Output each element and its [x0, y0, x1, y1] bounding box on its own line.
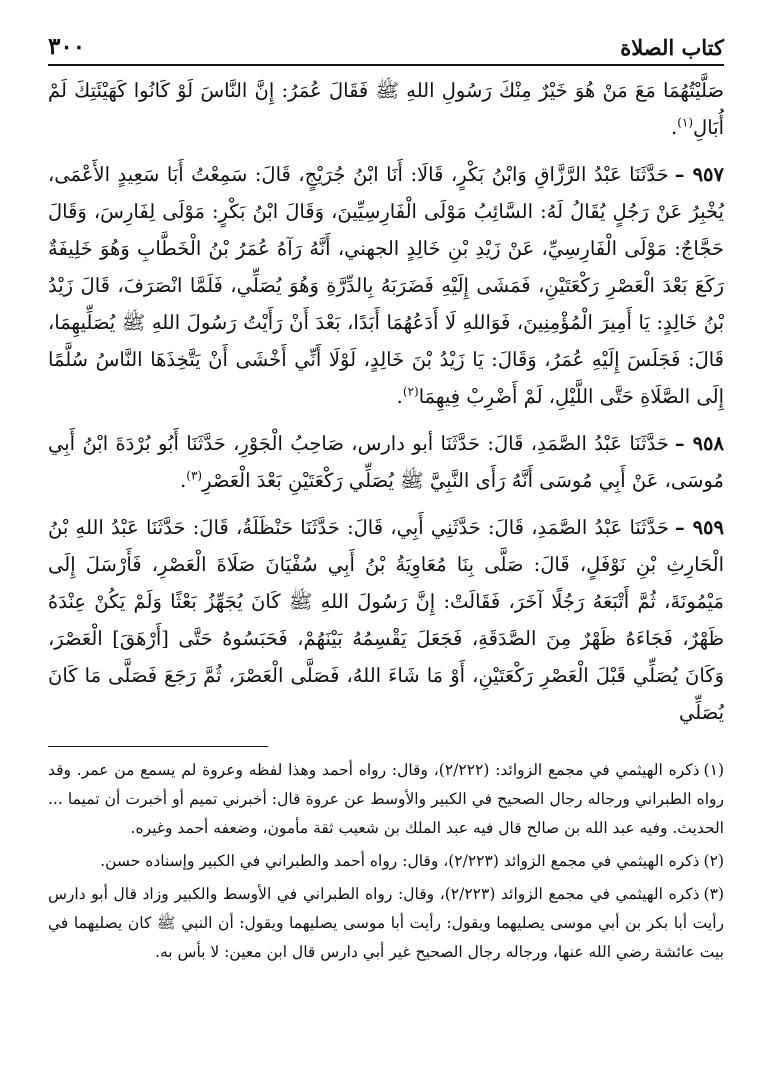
intro-text: صَلَّيْتُهُمَا مَعَ مَنْ هُوَ خَيْرٌ مِنْكَ رَسُولِ اللهِ ﷺ فَقَالَ عُمَرُ: إِنَّ النَّاسَ لَوْ كَانُوا كَهَيْئَتِكَ لَمْ أُبَالِ — [48, 79, 724, 139]
chapter-title: كتاب الصلاة — [620, 35, 724, 60]
main-text — [48, 72, 724, 741]
footnote — [48, 756, 724, 843]
hadith-number: ٩٥٨ – — [674, 432, 724, 455]
hadith-paragraph — [48, 509, 724, 731]
header-divider — [48, 64, 724, 66]
hadith-text: حَدَّثَنَا عَبْدُ الصَّمَدِ، قَالَ: حَدَّثَنَا أبو دارس، صَاحِبُ الْجَوْرِ، حَدَّثَنَا أَبُو بُرْدَةَ ابْنُ أَبِي مُوسَى، عَنْ أَبِي مُوسَى أَنَّهُ رَأَى النَّبِيَّ ﷺ يُصَلِّي رَكْعَتَيْنِ بَعْدَ الْعَصْرِ — [48, 432, 724, 492]
intro-paragraph: صَلَّيْتُهُمَا مَعَ مَنْ هُوَ خَيْرٌ مِنْكَ رَسُولِ اللهِ ﷺ فَقَالَ عُمَرُ: إِنَّ النَّاسَ لَوْ كَانُوا كَهَيْئَتِكَ لَمْ أُبَالِ$^{(١)}$. — [48, 79, 724, 139]
book-page — [48, 24, 724, 1074]
footnote-text: ذكره الهيثمي في مجمع الزوائد (٢/٢٢٣)، وقال: رواه الطبراني في الأوسط والكبير وزاد قال أبو دارس رأيت أبا بكر بن أبي موسى يصليهما ويقول: رأيت أبا موسى يصليهما ويقول: أن النبي ﷺ كان يصليهما في بيت عائشة رضي الله عنها، ورجاله رجال الصحيح غير أبي دارس قال ابن معين: لا بأس به. — [48, 885, 724, 961]
footnote-text: ذكره الهيثمي في مجمع الزوائد (٢/٢٢٣)، وقال: رواه أحمد والطبراني في الكبير وإسناده حسن. — [100, 852, 700, 870]
footnote — [48, 880, 724, 967]
footnote-ref: (١) — [677, 115, 694, 130]
footnote-divider — [48, 746, 268, 747]
hadith-text: حَدَّثَنَا عَبْدُ الصَّمَدِ، قَالَ: حَدَّثَنِي أَبِي، قَالَ: حَدَّثَنَا حَنْظَلَةُ، قَالَ: حَدَّثَنَا عَبْدُ اللهِ بْنُ الْحَارِثِ بْنِ نَوْفَلٍ، قَالَ: صَلَّى بِنَا مُعَاوِيَةُ بْنُ أَبِي سُفْيَانَ صَلَاةَ الْعَصْرِ، فَأَرْسَلَ إِلَى مَيْمُونَةَ، ثُمَّ أَتْبَعَهُ رَجُلًا آخَرَ، فَقَالَتْ: إِنَّ رَسُولَ اللهِ ﷺ كَانَ يُجَهِّزُ بَعْثًا وَلَمْ يَكُنْ عِنْدَهُ ظَهْرٌ، فَجَاءَهُ ظَهْرٌ مِنَ الصَّدَقَةِ، فَجَعَلَ يَقْسِمُهُ بَيْنَهُمْ، فَحَبَسُوهُ حَتَّى [أَرْهَقَ] الْعَصْرَ، وَكَانَ يُصَلِّي قَبْلَ الْعَصْرِ رَكْعَتَيْنِ، أَوْ مَا شَاءَ اللهُ، فَصَلَّى الْعَصْرَ، ثُمَّ رَجَعَ فَصَلَّى مَا كَانَ يُصَلِّي — [48, 516, 724, 724]
page-header — [48, 30, 724, 60]
hadith-paragraph: ٩٥٧ –حَدَّثَنَا عَبْدُ الرَّزَّاقِ وَابْنُ بَكْرٍ، قَالَا: أَنَا ابْنُ جُرَيْجٍ، قَالَ: سَمِعْتُ أَبَا سَعِيدٍ الأَعْمَى، يُخْبِرُ عَنْ رَجُلٍ يُقَالُ لَهُ: السَّائِبُ مَوْلَى الْفَارِسِيِّينَ، وَقَالَ ابْنُ بَكْرٍ: مَوْلَى لِفَارِسَ، وَقَالَ حَجَّاجٌ: مَوْلَى الْفَارِسِيِّ، عَنْ زَيْدِ بْنِ خَالِدٍ الجهني، أَنَّهُ رَآهُ عُمَرُ بْنُ الْخَطَّابِ وَهُوَ خَلِيفَةٌ رَكَعَ بَعْدَ الْعَصْرِ رَكْعَتَيْنِ، فَمَشَى إِلَيْهِ فَضَرَبَهُ بِالدِّرَّةِ وَهُوَ يُصَلِّي، فَلَمَّا انْصَرَفَ، قَالَ زَيْدُ بْنُ خَالِدٍ: يَا أَمِيرَ الْمُؤْمِنِينَ، فَوَاللهِ لَا أَدَعُهُمَا أَبَدًا، بَعْدَ أَنْ رَأَيْتُ رَسُولَ اللهِ ﷺ يُصَلِّيهِمَا، قَالَ: فَجَلَسَ إِلَيْهِ عُمَرُ، وَقَالَ: يَا زَيْدُ بْنَ خَالِدٍ، لَوْلَا أَنِّي أَخْشَى أَنْ يَتَّخِذَهَا النَّاسُ سُلَّمًا إِلَى الصَّلَاةِ حَتَّى اللَّيْلِ، لَمْ أَضْرِبْ فِيهِمَا$^{(٢)}$. — [48, 163, 724, 408]
hadith-number: ٩٥٧ – — [674, 163, 724, 186]
footnote-ref: (٣) — [186, 468, 203, 483]
footnote-mark: (١) — [703, 761, 724, 779]
page-number: ٣٠٠ — [48, 33, 86, 60]
footnote-text: ذكره الهيثمي في مجمع الزوائد: (٢/٢٢٢)، وقال: رواه أحمد وهذا لفظه وعروة لم يسمع من عمر. وقد رواه الطبراني ورجاله رجال الصحيح في الكبير والأوسط عن عروة قال: أخبرني تميم أو أخبرت أن تميما ... الحديث. وفيه عبد الله بن صالح قال فيه عبد الملك بن شعيب ثقة مأمون، وضعفه أحمد وغيره. — [48, 761, 724, 837]
footnote-mark: (٣) — [703, 885, 724, 903]
footnote — [48, 847, 724, 876]
hadith-text: حَدَّثَنَا عَبْدُ الرَّزَّاقِ وَابْنُ بَكْرٍ، قَالَا: أَنَا ابْنُ جُرَيْجٍ، قَالَ: سَمِعْتُ أَبَا سَعِيدٍ الأَعْمَى، يُخْبِرُ عَنْ رَجُلٍ يُقَالُ لَهُ: السَّائِبُ مَوْلَى الْفَارِسِيِّينَ، وَقَالَ ابْنُ بَكْرٍ: مَوْلَى لِفَارِسَ، وَقَالَ حَجَّاجٌ: مَوْلَى الْفَارِسِيِّ، عَنْ زَيْدِ بْنِ خَالِدٍ الجهني، أَنَّهُ رَآهُ عُمَرُ بْنُ الْخَطَّابِ وَهُوَ خَلِيفَةٌ رَكَعَ بَعْدَ الْعَصْرِ رَكْعَتَيْنِ، فَمَشَى إِلَيْهِ فَضَرَبَهُ بِالدِّرَّةِ وَهُوَ يُصَلِّي، فَلَمَّا انْصَرَفَ، قَالَ زَيْدُ بْنُ خَالِدٍ: يَا أَمِيرَ الْمُؤْمِنِينَ، فَوَاللهِ لَا أَدَعُهُمَا أَبَدًا، بَعْدَ أَنْ رَأَيْتُ رَسُولَ اللهِ ﷺ يُصَلِّيهِمَا، قَالَ: فَجَلَسَ إِلَيْهِ عُمَرُ، وَقَالَ: يَا زَيْدُ بْنَ خَالِدٍ، لَوْلَا أَنِّي أَخْشَى أَنْ يَتَّخِذَهَا النَّاسُ سُلَّمًا إِلَى الصَّلَاةِ حَتَّى اللَّيْلِ، لَمْ أَضْرِبْ فِيهِمَا — [48, 163, 724, 408]
hadith-number: ٩٥٩ – — [675, 516, 724, 539]
footnote-mark: (٢) — [703, 852, 724, 870]
footnote-ref: (٢) — [402, 384, 419, 399]
footnotes — [48, 756, 724, 971]
hadith-paragraph: ٩٥٨ –حَدَّثَنَا عَبْدُ الصَّمَدِ، قَالَ: حَدَّثَنَا أبو دارس، صَاحِبُ الْجَوْرِ، حَدَّثَنَا أَبُو بُرْدَةَ ابْنُ أَبِي مُوسَى، عَنْ أَبِي مُوسَى أَنَّهُ رَأَى النَّبِيَّ ﷺ يُصَلِّي رَكْعَتَيْنِ بَعْدَ الْعَصْرِ$^{(٣)}$. — [48, 432, 724, 492]
